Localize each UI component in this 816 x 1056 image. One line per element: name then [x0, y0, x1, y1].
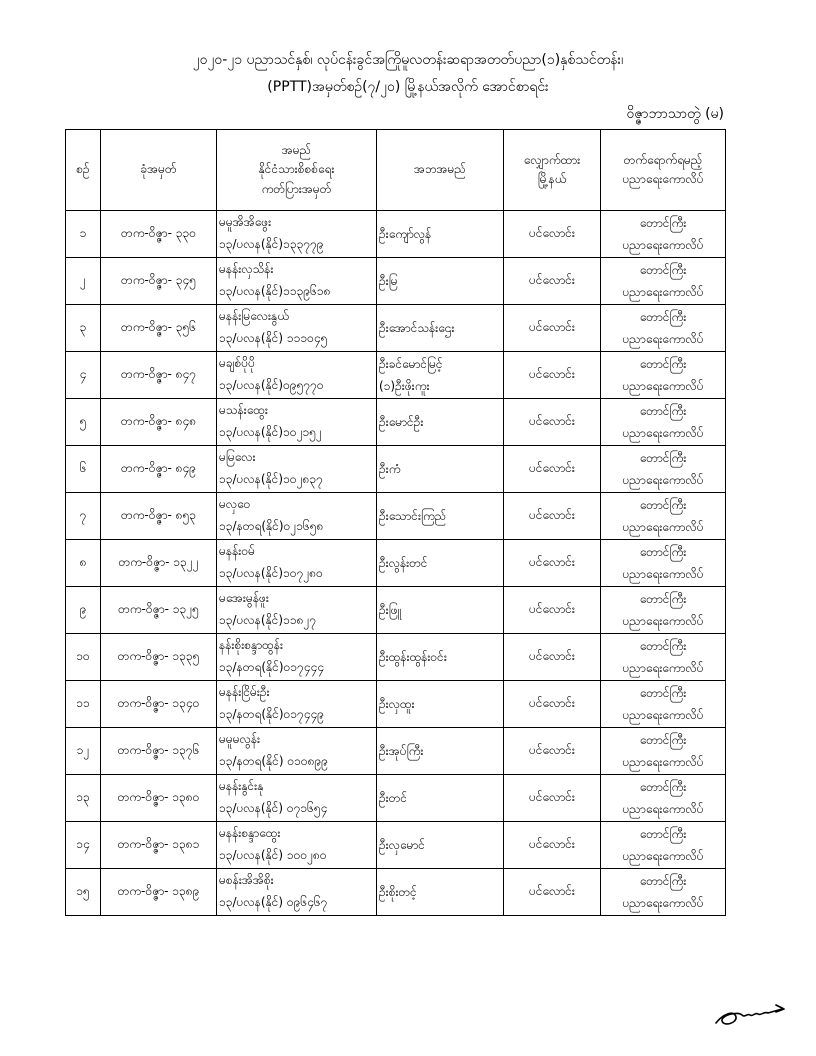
college-line-2: ပညာရေးကောလိပ်	[622, 661, 704, 675]
father-name-line: ဦးအုပ်ကြီး	[379, 744, 424, 758]
college-line-1: တောင်ကြီး	[639, 874, 687, 888]
header-name-nrc	[217, 130, 377, 211]
college-cell	[601, 352, 726, 399]
father-name-cell	[377, 211, 504, 258]
father-name-cell	[377, 728, 504, 775]
father-name-cell	[377, 446, 504, 493]
college-line-1: တောင်ကြီး	[639, 451, 687, 465]
student-name: မနန်းနွင်းနု	[219, 779, 264, 793]
serial-number-cell: ၁၅	[66, 869, 101, 916]
student-name: မမြလေး	[219, 450, 256, 464]
serial-number-cell: ၄	[66, 352, 101, 399]
nrc-number: ၁၃/ပလန(နိုင်)၁၁၃၉၆၁၈	[219, 284, 331, 298]
name-nrc-cell	[217, 869, 377, 916]
nrc-number: ၁၃/ပလန(နိုင်) ၁၀၀၂၈၀	[219, 848, 327, 862]
table-row	[66, 775, 726, 822]
college-cell	[601, 869, 726, 916]
serial-number-cell: ၃	[66, 305, 101, 352]
roll-number-cell: တက-ဝိဇ္ဇာ- ၈၄၉	[101, 446, 217, 493]
college-line-1: တောင်ကြီး	[639, 357, 687, 371]
college-cell	[601, 540, 726, 587]
roll-number-cell: တက-ဝိဇ္ဇာ- ၁၃၈၉	[101, 869, 217, 916]
nrc-number: ၁၃/ပလန(နိုင်) ၀၇၁၆၅၄	[219, 801, 328, 815]
name-nrc-cell	[217, 305, 377, 352]
township-cell: ပင်လောင်း	[504, 211, 601, 258]
college-cell	[601, 399, 726, 446]
father-name-line: ဦးစိုးတင့်	[379, 885, 417, 899]
college-line-1: တောင်ကြီး	[639, 733, 687, 747]
nrc-number: ၁၃/ပလန(နိုင်)၁၁၈၂၇	[219, 613, 317, 627]
table-row	[66, 258, 726, 305]
college-line-2: ပညာရေးကောလိပ်	[622, 708, 704, 722]
header-serial-number: စဉ်	[66, 130, 101, 211]
document-title-line-2: (PPTT)အမှတ်စဉ်(၇/၂၀) မြို့နယ်အလိုက် အောင်စာရင်း	[267, 79, 549, 95]
nrc-number: ၁၃/ပလန(နိုင်)၁၀၂၁၅၂	[219, 425, 322, 439]
father-name-cell	[377, 634, 504, 681]
father-name-line: ဦးကံ	[379, 462, 401, 476]
nrc-number: ၁၃/နတရ(နိုင်) ၀၁၀၈၉၉	[219, 754, 328, 768]
serial-number-cell: ၈	[66, 540, 101, 587]
table-row	[66, 822, 726, 869]
nrc-number: ၁၃/နတရ(နိုင်)၀၁၇၄၄၉	[219, 707, 325, 721]
college-line-1: တောင်ကြီး	[639, 780, 687, 794]
name-nrc-cell	[217, 211, 377, 258]
father-name-line: ဦးလွန်းတင်	[379, 556, 428, 570]
college-line-2: ပညာရေးကောလိပ်	[622, 849, 704, 863]
father-name-line: ဦးကျော်လွန်	[379, 227, 432, 241]
serial-number-cell: ၅	[66, 399, 101, 446]
roll-number-cell: တက-ဝိဇ္ဇာ- ၁၃၈၁	[101, 822, 217, 869]
college-cell	[601, 775, 726, 822]
college-line-1: တောင်ကြီး	[639, 404, 687, 418]
roll-number-cell: တက-ဝိဇ္ဇာ- ၁၃၈၀	[101, 775, 217, 822]
header-father-name: အဘအမည်	[377, 130, 504, 211]
father-name-cell	[377, 681, 504, 728]
nrc-number: ၁၃/နတရ(နိုင်)၀၂၁၆၅၈	[219, 519, 324, 533]
father-name-line: ဦးဖြူ	[379, 603, 402, 617]
table-row	[66, 305, 726, 352]
serial-number-cell: ၁၃	[66, 775, 101, 822]
name-nrc-cell	[217, 681, 377, 728]
college-line-1: တောင်ကြီး	[639, 263, 687, 277]
township-cell: ပင်လောင်း	[504, 822, 601, 869]
signature-mark	[712, 995, 792, 1030]
serial-number-cell: ၉	[66, 587, 101, 634]
college-cell	[601, 728, 726, 775]
college-line-2: ပညာရေးကောလိပ်	[622, 473, 704, 487]
township-cell: ပင်လောင်း	[504, 399, 601, 446]
student-name: မနန်းစန္ဒာထွေး	[219, 826, 281, 840]
roll-number-cell: တက-ဝိဇ္ဇာ- ၁၃၄၀	[101, 681, 217, 728]
nrc-number: ၁၃/ပလန(နိုင်)၀၉၅၇၇၀	[219, 378, 324, 392]
roll-number-cell: တက-ဝိဇ္ဇာ- ၁၃၇၆	[101, 728, 217, 775]
township-cell: ပင်လောင်း	[504, 352, 601, 399]
student-name: မစန်းအိအိစိုး	[219, 873, 274, 887]
college-line-1: တောင်ကြီး	[639, 827, 687, 841]
student-name: မနန်းမြလေးနွယ်	[219, 309, 289, 323]
college-line-2: ပညာရေးကောလိပ်	[622, 614, 704, 628]
roll-number-cell: တက-ဝိဇ္ဇာ- ၃၃၀	[101, 211, 217, 258]
name-nrc-cell	[217, 634, 377, 681]
table-row	[66, 587, 726, 634]
father-name-cell	[377, 352, 504, 399]
roll-number-cell: တက-ဝိဇ္ဇာ- ၃၄၅	[101, 258, 217, 305]
serial-number-cell: ၆	[66, 446, 101, 493]
student-name: မနန်းလှသိန်း	[219, 262, 274, 276]
roll-number-cell: တက-ဝိဇ္ဇာ- ၃၅၆	[101, 305, 217, 352]
father-name-cell	[377, 258, 504, 305]
township-cell: ပင်လောင်း	[504, 446, 601, 493]
township-cell: ပင်လောင်း	[504, 869, 601, 916]
nrc-number: ၁၃/ပလန(နိုင်)၁၃၃၇၇၉	[219, 237, 324, 251]
roll-number-cell: တက-ဝိဇ္ဇာ- ၈၄၇	[101, 352, 217, 399]
township-cell: ပင်လောင်း	[504, 681, 601, 728]
name-nrc-cell	[217, 822, 377, 869]
header-applied-township	[504, 130, 601, 211]
nrc-number: ၁၃/နတရ(နိုင်)၀၁၇၄၄၄	[219, 660, 325, 674]
college-line-1: တောင်ကြီး	[639, 216, 687, 230]
father-name-cell	[377, 822, 504, 869]
college-line-2: ပညာရေးကောလိပ်	[622, 332, 704, 346]
college-line-1: တောင်ကြီး	[639, 545, 687, 559]
township-cell: ပင်လောင်း	[504, 587, 601, 634]
name-nrc-cell	[217, 446, 377, 493]
college-cell	[601, 822, 726, 869]
college-line-1: တောင်ကြီး	[639, 686, 687, 700]
roll-number-cell: တက-ဝိဇ္ဇာ- ၈၄၈	[101, 399, 217, 446]
college-line-2: ပညာရေးကောလိပ်	[622, 379, 704, 393]
roll-number-cell: တက-ဝိဇ္ဇာ- ၁၃၂၂	[101, 540, 217, 587]
township-cell: ပင်လောင်း	[504, 305, 601, 352]
header-college	[601, 130, 726, 211]
serial-number-cell: ၁	[66, 211, 101, 258]
name-nrc-cell	[217, 728, 377, 775]
father-name-line: ဦးမောင်ဦး	[379, 415, 424, 429]
name-nrc-cell	[217, 540, 377, 587]
college-line-2: ပညာရေးကောလိပ်	[622, 238, 704, 252]
subject-group-label: ဝိဇ္ဇာဘာသာတွဲ (မ)	[626, 106, 724, 122]
student-name: မမူအိအိဖွေး	[219, 215, 272, 229]
nrc-number: ၁၃/ပလန(နိုင်) ၁၁၁၀၄၅	[219, 331, 328, 345]
father-name-cell	[377, 493, 504, 540]
student-name: မအေးမွန်ဖူး	[219, 591, 269, 605]
table-row	[66, 728, 726, 775]
township-cell: ပင်လောင်း	[504, 493, 601, 540]
header-name-line-1: အမည်	[281, 143, 312, 158]
table-row	[66, 352, 726, 399]
header-township-line-1: လျှောက်ထား	[523, 152, 581, 167]
table-row	[66, 540, 726, 587]
father-name-cell	[377, 587, 504, 634]
township-cell: ပင်လောင်း	[504, 775, 601, 822]
serial-number-cell: ၁၁	[66, 681, 101, 728]
serial-number-cell: ၇	[66, 493, 101, 540]
nrc-number: ၁၃/ပလန(နိုင်)၁၀၇၂၈၀	[219, 566, 323, 580]
father-name-line: ဦးမြ	[379, 274, 398, 288]
father-name-line: (၁)ဦးဖိုးကူး	[379, 379, 430, 393]
college-cell	[601, 305, 726, 352]
nrc-number: ၁၃/ပလန(နိုင်) ၀၉၆၄၆၇	[219, 895, 328, 909]
college-cell	[601, 587, 726, 634]
nrc-number: ၁၃/ပလန(နိုင်)၁၀၂၈၃၇	[219, 472, 323, 486]
student-name: မနန်းဝမ်	[219, 544, 255, 558]
college-line-2: ပညာရေးကောလိပ်	[622, 520, 704, 534]
name-nrc-cell	[217, 258, 377, 305]
college-line-2: ပညာရေးကောလိပ်	[622, 426, 704, 440]
township-cell: ပင်လောင်း	[504, 540, 601, 587]
roll-number-cell: တက-ဝိဇ္ဇာ- ၁၃၃၅	[101, 634, 217, 681]
township-cell: ပင်လောင်း	[504, 258, 601, 305]
table-row	[66, 446, 726, 493]
college-line-2: ပညာရေးကောလိပ်	[622, 285, 704, 299]
table-row	[66, 399, 726, 446]
name-nrc-cell	[217, 587, 377, 634]
father-name-line: ဦးသောင်းကြည်	[379, 509, 447, 523]
table-row	[66, 493, 726, 540]
serial-number-cell: ၁၀	[66, 634, 101, 681]
roll-number-cell: တက-ဝိဇ္ဇာ- ၈၅၃	[101, 493, 217, 540]
college-line-1: တောင်ကြီး	[639, 498, 687, 512]
father-name-cell	[377, 305, 504, 352]
father-name-line: ဦးလှမောင်	[379, 838, 425, 852]
name-nrc-cell	[217, 493, 377, 540]
college-line-2: ပညာရေးကောလိပ်	[622, 802, 704, 816]
header-college-line-2: ပညာရေးကောလိပ်	[622, 172, 704, 186]
father-name-line: ဦးအောင်သန်းဌေး	[379, 321, 455, 335]
table-row	[66, 211, 726, 258]
header-name-line-3: ကတ်ပြားအမှတ်	[261, 181, 332, 196]
document-title-line-1: ၂၀၂၀-၂၁ ပညာသင်နှစ်၊ လုပ်ငန်းခွင်အကြိုမူလတန်းဆရာအတတ်ပညာ(၁)နှစ်သင်တန်း၊	[192, 52, 624, 68]
name-nrc-cell	[217, 352, 377, 399]
township-cell: ပင်လောင်း	[504, 634, 601, 681]
college-line-2: ပညာရေးကောလိပ်	[622, 755, 704, 769]
table-header-row	[66, 130, 726, 211]
table-row	[66, 681, 726, 728]
student-name: မမူမလွန်း	[219, 732, 261, 746]
college-cell	[601, 634, 726, 681]
serial-number-cell: ၁၄	[66, 822, 101, 869]
header-roll-number: ခုံအမှတ်	[101, 130, 217, 211]
serial-number-cell: ၁၂	[66, 728, 101, 775]
college-cell	[601, 493, 726, 540]
table-row	[66, 634, 726, 681]
father-name-cell	[377, 869, 504, 916]
college-cell	[601, 258, 726, 305]
father-name-cell	[377, 399, 504, 446]
name-nrc-cell	[217, 775, 377, 822]
college-cell	[601, 211, 726, 258]
roll-number-cell: တက-ဝိဇ္ဇာ- ၁၃၂၅	[101, 587, 217, 634]
father-name-line: ဦးခင်မောင်မြင့်	[379, 357, 443, 371]
college-line-2: ပညာရေးကောလိပ်	[622, 567, 704, 581]
college-line-1: တောင်ကြီး	[639, 639, 687, 653]
college-line-1: တောင်ကြီး	[639, 592, 687, 606]
township-cell: ပင်လောင်း	[504, 728, 601, 775]
student-name: မနန်းငြိမ်းဦး	[219, 685, 270, 699]
header-college-line-1: တက်ရောက်ရမည့်	[623, 152, 703, 167]
student-name: နန်းစိုးစန္ဒာထွန်း	[219, 638, 284, 652]
name-nrc-cell	[217, 399, 377, 446]
father-name-line: ဦးထွန်းထွန်းဝင်း	[379, 650, 447, 664]
father-name-cell	[377, 540, 504, 587]
student-name: မလှဝေ	[219, 497, 251, 511]
college-line-1: တောင်ကြီး	[639, 310, 687, 324]
college-line-2: ပညာရေးကောလိပ်	[622, 896, 704, 910]
serial-number-cell: ၂	[66, 258, 101, 305]
father-name-line: ဦးလှထူး	[379, 697, 415, 711]
table-row	[66, 869, 726, 916]
header-name-line-2: နိုင်ငံသားစိစစ်ရေး	[258, 162, 335, 177]
father-name-cell	[377, 775, 504, 822]
college-cell	[601, 446, 726, 493]
college-cell	[601, 681, 726, 728]
student-name: မသန်းထွေး	[219, 403, 268, 417]
results-table	[65, 129, 726, 916]
header-township-line-2: မြို့နယ်	[537, 172, 567, 186]
student-name: မချစ်ပိုပို	[219, 356, 255, 370]
father-name-line: ဦးတင်	[379, 791, 408, 805]
